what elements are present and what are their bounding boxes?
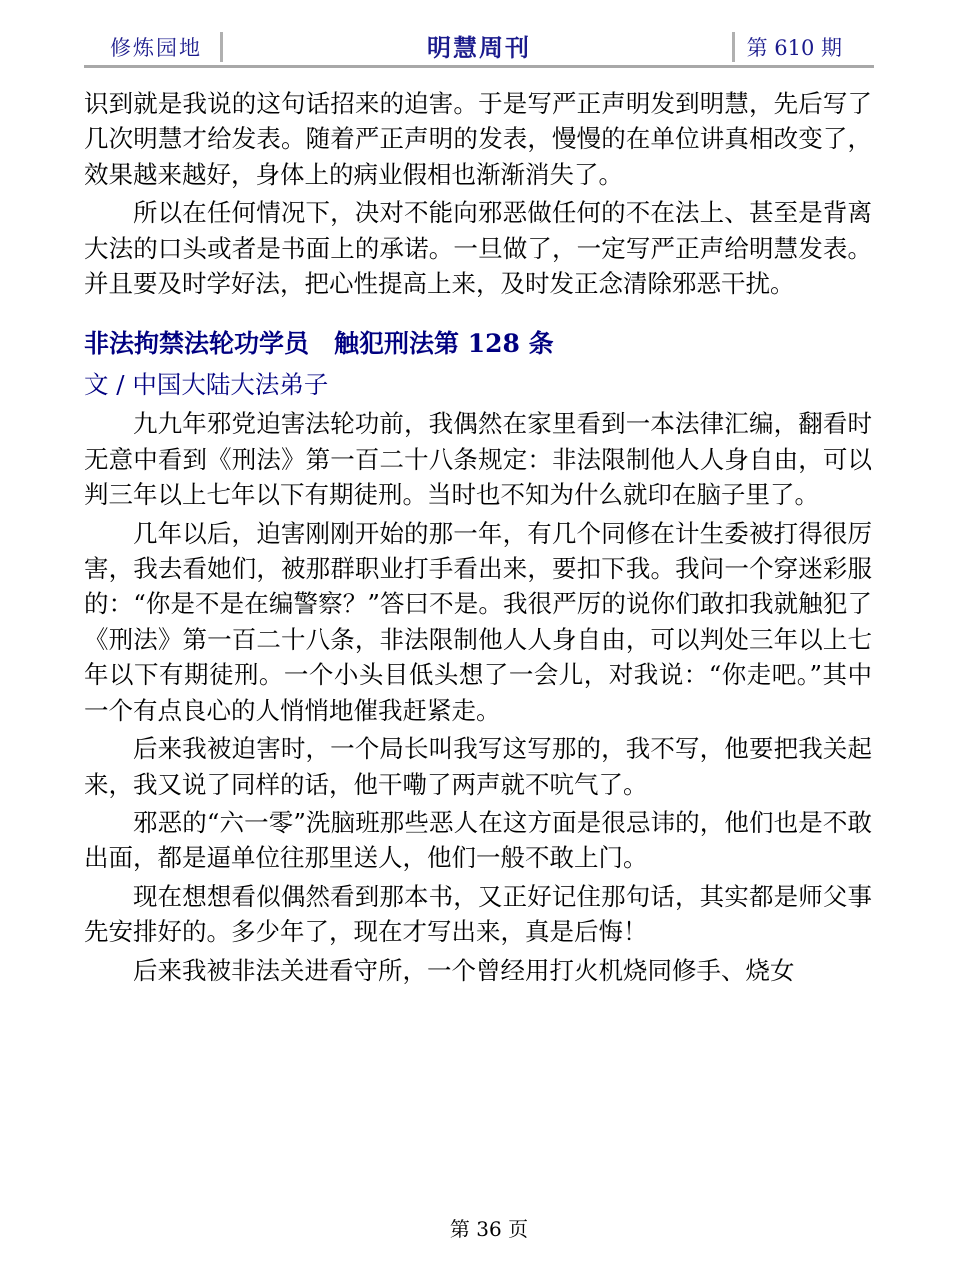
article-paragraph: 邪恶的“六一零”洗脑班那些恶人在这方面是很忌讳的，他们也是不敢出面，都是逼单位往那里送人，他们一般不敢上门。: [84, 807, 872, 873]
article-paragraph: 九九年邪党迫害法轮功前，我偶然在家里看到一本法律汇编，翻看时无意中看到《刑法》第一百二十八条规定：非法限制他人人身自由，可以判三年以上七年以下有期徒刑。当时也不知为什么就印在脑子里了。: [84, 409, 872, 510]
header-publication-title: 明慧周刊: [427, 33, 531, 62]
page-header: [84, 22, 874, 68]
article-title: 非法拘禁法轮功学员 触犯刑法第 128 条: [84, 329, 554, 359]
header-issue-number: 第 610 期: [746, 36, 842, 60]
paragraph-continued: 识到就是我说的这句话招来的迫害。于是写严正声明发到明慧，先后写了几次明慧才给发表。随着严正声明的发表，慢慢的在单位讲真相改变了，效果越来越好，身体上的病业假相也渐渐消失了。: [84, 89, 872, 189]
article-paragraph: 现在想想看似偶然看到那本书，又正好记住那句话，其实都是师父事先安排好的。多少年了，现在才写出来，真是后悔！: [84, 881, 872, 947]
paragraph: 所以在任何情况下，决对不能向邪恶做任何的不在法上、甚至是背离大法的口头或者是书面上的承诺。一旦做了，一定写严正声给明慧发表。并且要及时学好法，把心性提高上来，及时发正念清除邪恶干扰。: [84, 198, 872, 299]
article-byline: 文 / 中国大陆大法弟子: [84, 370, 329, 400]
header-divider-right: [732, 32, 735, 62]
article-paragraph: 后来我被非法关进看守所，一个曾经用打火机烧同修手、烧女: [133, 955, 795, 985]
article-paragraph: 几年以后，迫害刚刚开始的那一年，有几个同修在计生委被打得很厉害，我去看她们，被那群职业打手看出来，要扣下我。我问一个穿迷彩服的：“你是不是在编警察？”答曰不是。我很严厉的说你们敢扣我就触犯了《刑法》第一百二十八条，非法限制他人人身自由，可以判处三年以上七年以下有期徒刑。一个小头目低头想了一会儿，对我说：“你走吧。”其中一个有点良心的人悄悄地催我赶紧走。: [84, 518, 872, 725]
page-number: 第 36 页: [449, 1217, 529, 1241]
article-paragraph: 后来我被迫害时，一个局长叫我写这写那的，我不写，他要把我关起来，我又说了同样的话，他干嘞了两声就不吭气了。: [84, 734, 872, 799]
page-content: [84, 86, 872, 991]
header-rule: [84, 65, 874, 68]
header-section-label: 修炼园地: [110, 36, 202, 60]
